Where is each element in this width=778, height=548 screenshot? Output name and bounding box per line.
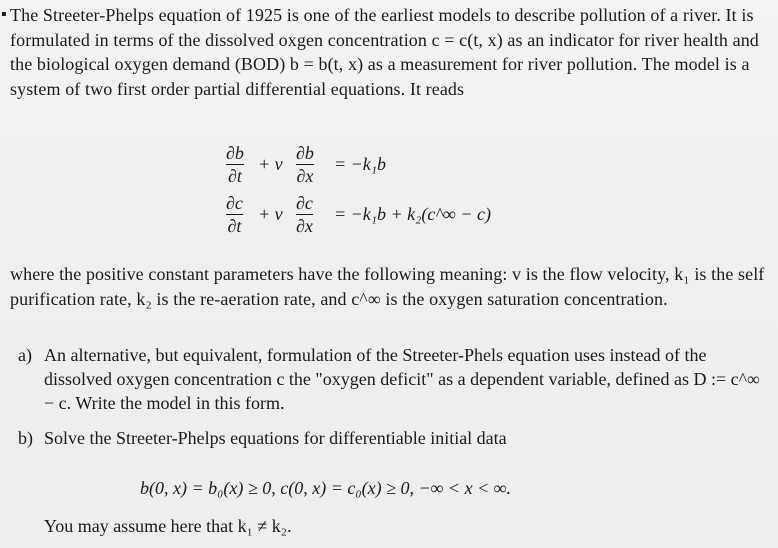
item-marker: a) (18, 345, 32, 365)
item-b-text: Solve the Streeter-Phelps equations for differentiable initial data (44, 428, 507, 448)
item-marker: b) (18, 428, 33, 448)
meaning-text: where the positive constant parameters have the following meaning: v is the flow velocity, k₁ is the self purification rate, k₂ is the re-aeration rate, and c^∞ is the oxygen saturation concentration. (10, 264, 765, 309)
intro-paragraph (1, 3, 766, 101)
eq1-frac-db-dt (226, 144, 244, 185)
eq1-frac1-numerator: ∂b (226, 143, 244, 163)
eq2-frac2-numerator: ∂c (296, 193, 313, 213)
list-item-b (18, 426, 766, 450)
meaning-paragraph (10, 262, 766, 311)
assumption-note: You may assume here that k₁ ≠ k₂. (44, 516, 292, 536)
fraction-bar (226, 214, 243, 215)
eq1-frac2-denominator: ∂x (296, 166, 314, 186)
equation-block (226, 144, 566, 254)
eq1-frac2-numerator: ∂b (296, 143, 314, 163)
intro-text: The Streeter-Phelps equation of 1925 is one of the earliest models to describe pollution of a river. It is formulated in terms of the dissolved oxgen concentration c = c(t, x) as an indicator for river health and the biological oxygen demand (BOD) b = b(t, x) as a measurement for river pollution. The model is a system of two first order partial differential equations. It reads (10, 5, 759, 99)
eq1-rhs: = −k₁b (334, 154, 387, 174)
fraction-bar (296, 164, 314, 165)
list-item-a (18, 343, 766, 415)
eq2-frac2-denominator: ∂x (296, 216, 313, 236)
eq2-frac1-denominator: ∂t (227, 216, 242, 236)
eq1-plus-v: + v (258, 154, 283, 174)
eq2-frac1-numerator: ∂c (226, 193, 243, 213)
eq2-frac-dc-dx (296, 194, 313, 235)
eq1-frac-db-dx (296, 144, 314, 185)
eq2-frac-dc-dt (226, 194, 243, 235)
fraction-bar (226, 164, 244, 165)
initial-data-equation: b(0, x) = b₀(x) ≥ 0, c(0, x) = c₀(x) ≥ 0, −∞ < x < ∞. (140, 478, 512, 498)
item-a-text: An alternative, but equivalent, formulation of the Streeter-Phels equation uses instead of the dissolved oxygen concentration c the "oxygen deficit" as a dependent variable, defined as D := c^∞ − c. Write the model in this form. (44, 345, 760, 413)
fraction-bar (296, 214, 313, 215)
eq2-plus-v: + v (258, 204, 283, 224)
eq1-frac1-denominator: ∂t (228, 166, 242, 186)
eq2-rhs: = −k₁b + k₂(c^∞ − c) (334, 204, 491, 224)
bullet-marker: ▪ (1, 6, 7, 23)
